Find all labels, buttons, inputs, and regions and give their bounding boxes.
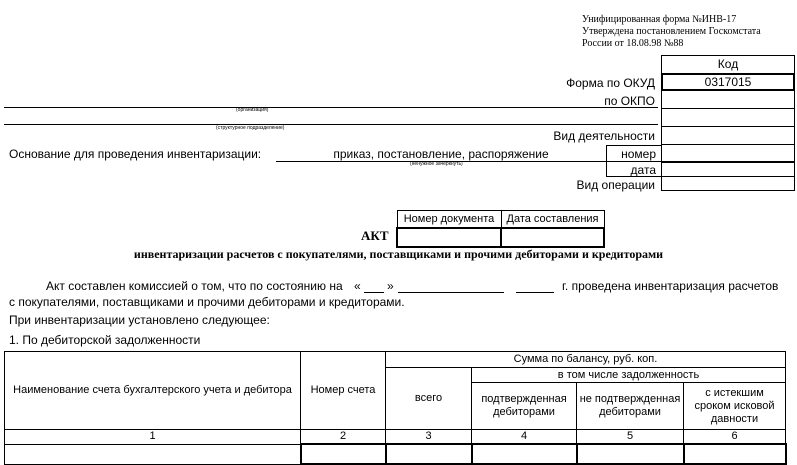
doc-date-header: Дата составления bbox=[501, 211, 604, 229]
act-subtitle: инвентаризации расчетов с покупателями, поставщиками и прочими дебиторами и кредиторами bbox=[133, 247, 664, 261]
quote-open: « bbox=[354, 279, 361, 293]
operation-code-field[interactable] bbox=[661, 161, 795, 191]
organization-line[interactable] bbox=[4, 107, 658, 108]
col-confirmed-header: подтвержденная дебиторами bbox=[472, 383, 577, 430]
form-header bbox=[582, 14, 761, 50]
number-label: номер bbox=[621, 147, 656, 161]
basis-label: Основание для проведения инвентаризации: bbox=[9, 147, 262, 161]
sum-group-header: Сумма по балансу, руб. коп. bbox=[386, 352, 786, 368]
department-caption: (структурное подразделение) bbox=[216, 125, 285, 131]
quote-close: » bbox=[387, 279, 394, 293]
act-title: АКТ bbox=[361, 228, 389, 243]
year-field[interactable] bbox=[516, 292, 554, 293]
paragraph-1-start: Акт составлен комиссией о том, что по состоянию на bbox=[46, 279, 343, 293]
activity-label: Вид деятельности bbox=[553, 129, 655, 143]
code-cells bbox=[661, 91, 795, 163]
basis-value: приказ, постановление, распоряжение bbox=[333, 147, 549, 161]
doc-number-field[interactable] bbox=[397, 228, 501, 247]
doc-number-header: Номер документа bbox=[397, 211, 501, 229]
department-line[interactable] bbox=[4, 124, 658, 125]
basis-caption: (ненужное зачеркнуть) bbox=[410, 161, 463, 167]
paragraph-3: При инвентаризации установлено следующее: bbox=[9, 313, 270, 327]
day-field[interactable] bbox=[364, 292, 384, 293]
col-account-header: Номер счета bbox=[301, 352, 386, 430]
okpo-label: по ОКПО bbox=[604, 94, 655, 108]
row-account-cell[interactable] bbox=[301, 444, 386, 464]
organization-caption: (организация) bbox=[236, 107, 269, 113]
doc-date-field[interactable] bbox=[501, 228, 604, 247]
col-num-2: 2 bbox=[301, 430, 386, 445]
col-expired-header: с истекшим сроком исковой давности bbox=[684, 383, 786, 430]
row-unconfirmed-cell[interactable] bbox=[577, 444, 684, 464]
okud-label: Форма по ОКУД bbox=[566, 76, 655, 90]
col-num-4: 4 bbox=[472, 430, 577, 445]
col-unconfirmed-header: не подтвержденная дебиторами bbox=[577, 383, 684, 430]
col-num-3: 3 bbox=[386, 430, 472, 445]
col-num-6: 6 bbox=[684, 430, 786, 445]
paragraph-1-end: г. проведена инвентаризация расчетов bbox=[562, 279, 779, 293]
col-num-1: 1 bbox=[5, 430, 301, 445]
section-1-heading: 1. По дебиторской задолженности bbox=[9, 333, 201, 347]
code-header: Код bbox=[661, 55, 795, 73]
col-total-header: всего bbox=[386, 368, 472, 430]
okud-code-field[interactable]: 0317015 bbox=[661, 73, 795, 91]
form-header-line3: России от 18.08.98 №88 bbox=[582, 38, 684, 49]
row-confirmed-cell[interactable] bbox=[472, 444, 577, 464]
col-name-header: Наименование счета бухгалтерского учета и дебитора bbox=[5, 352, 301, 430]
document-number-table bbox=[396, 210, 605, 248]
operation-label: Вид операции bbox=[576, 178, 655, 192]
month-field[interactable] bbox=[398, 292, 504, 293]
row-name-cell[interactable] bbox=[5, 444, 301, 464]
date-label: дата bbox=[630, 163, 656, 177]
receivables-table bbox=[4, 351, 787, 465]
paragraph-2: с покупателями, поставщиками и прочими дебиторами и кредиторами. bbox=[9, 295, 405, 309]
col-num-5: 5 bbox=[577, 430, 684, 445]
row-total-cell[interactable] bbox=[386, 444, 472, 464]
incl-group-header: в том числе задолженность bbox=[472, 368, 786, 383]
row-expired-cell[interactable] bbox=[684, 444, 786, 464]
form-header-line1: Унифицированная форма №ИНВ-17 bbox=[582, 14, 737, 25]
form-header-line2: Утверждена постановлением Госкомстата bbox=[582, 26, 761, 37]
